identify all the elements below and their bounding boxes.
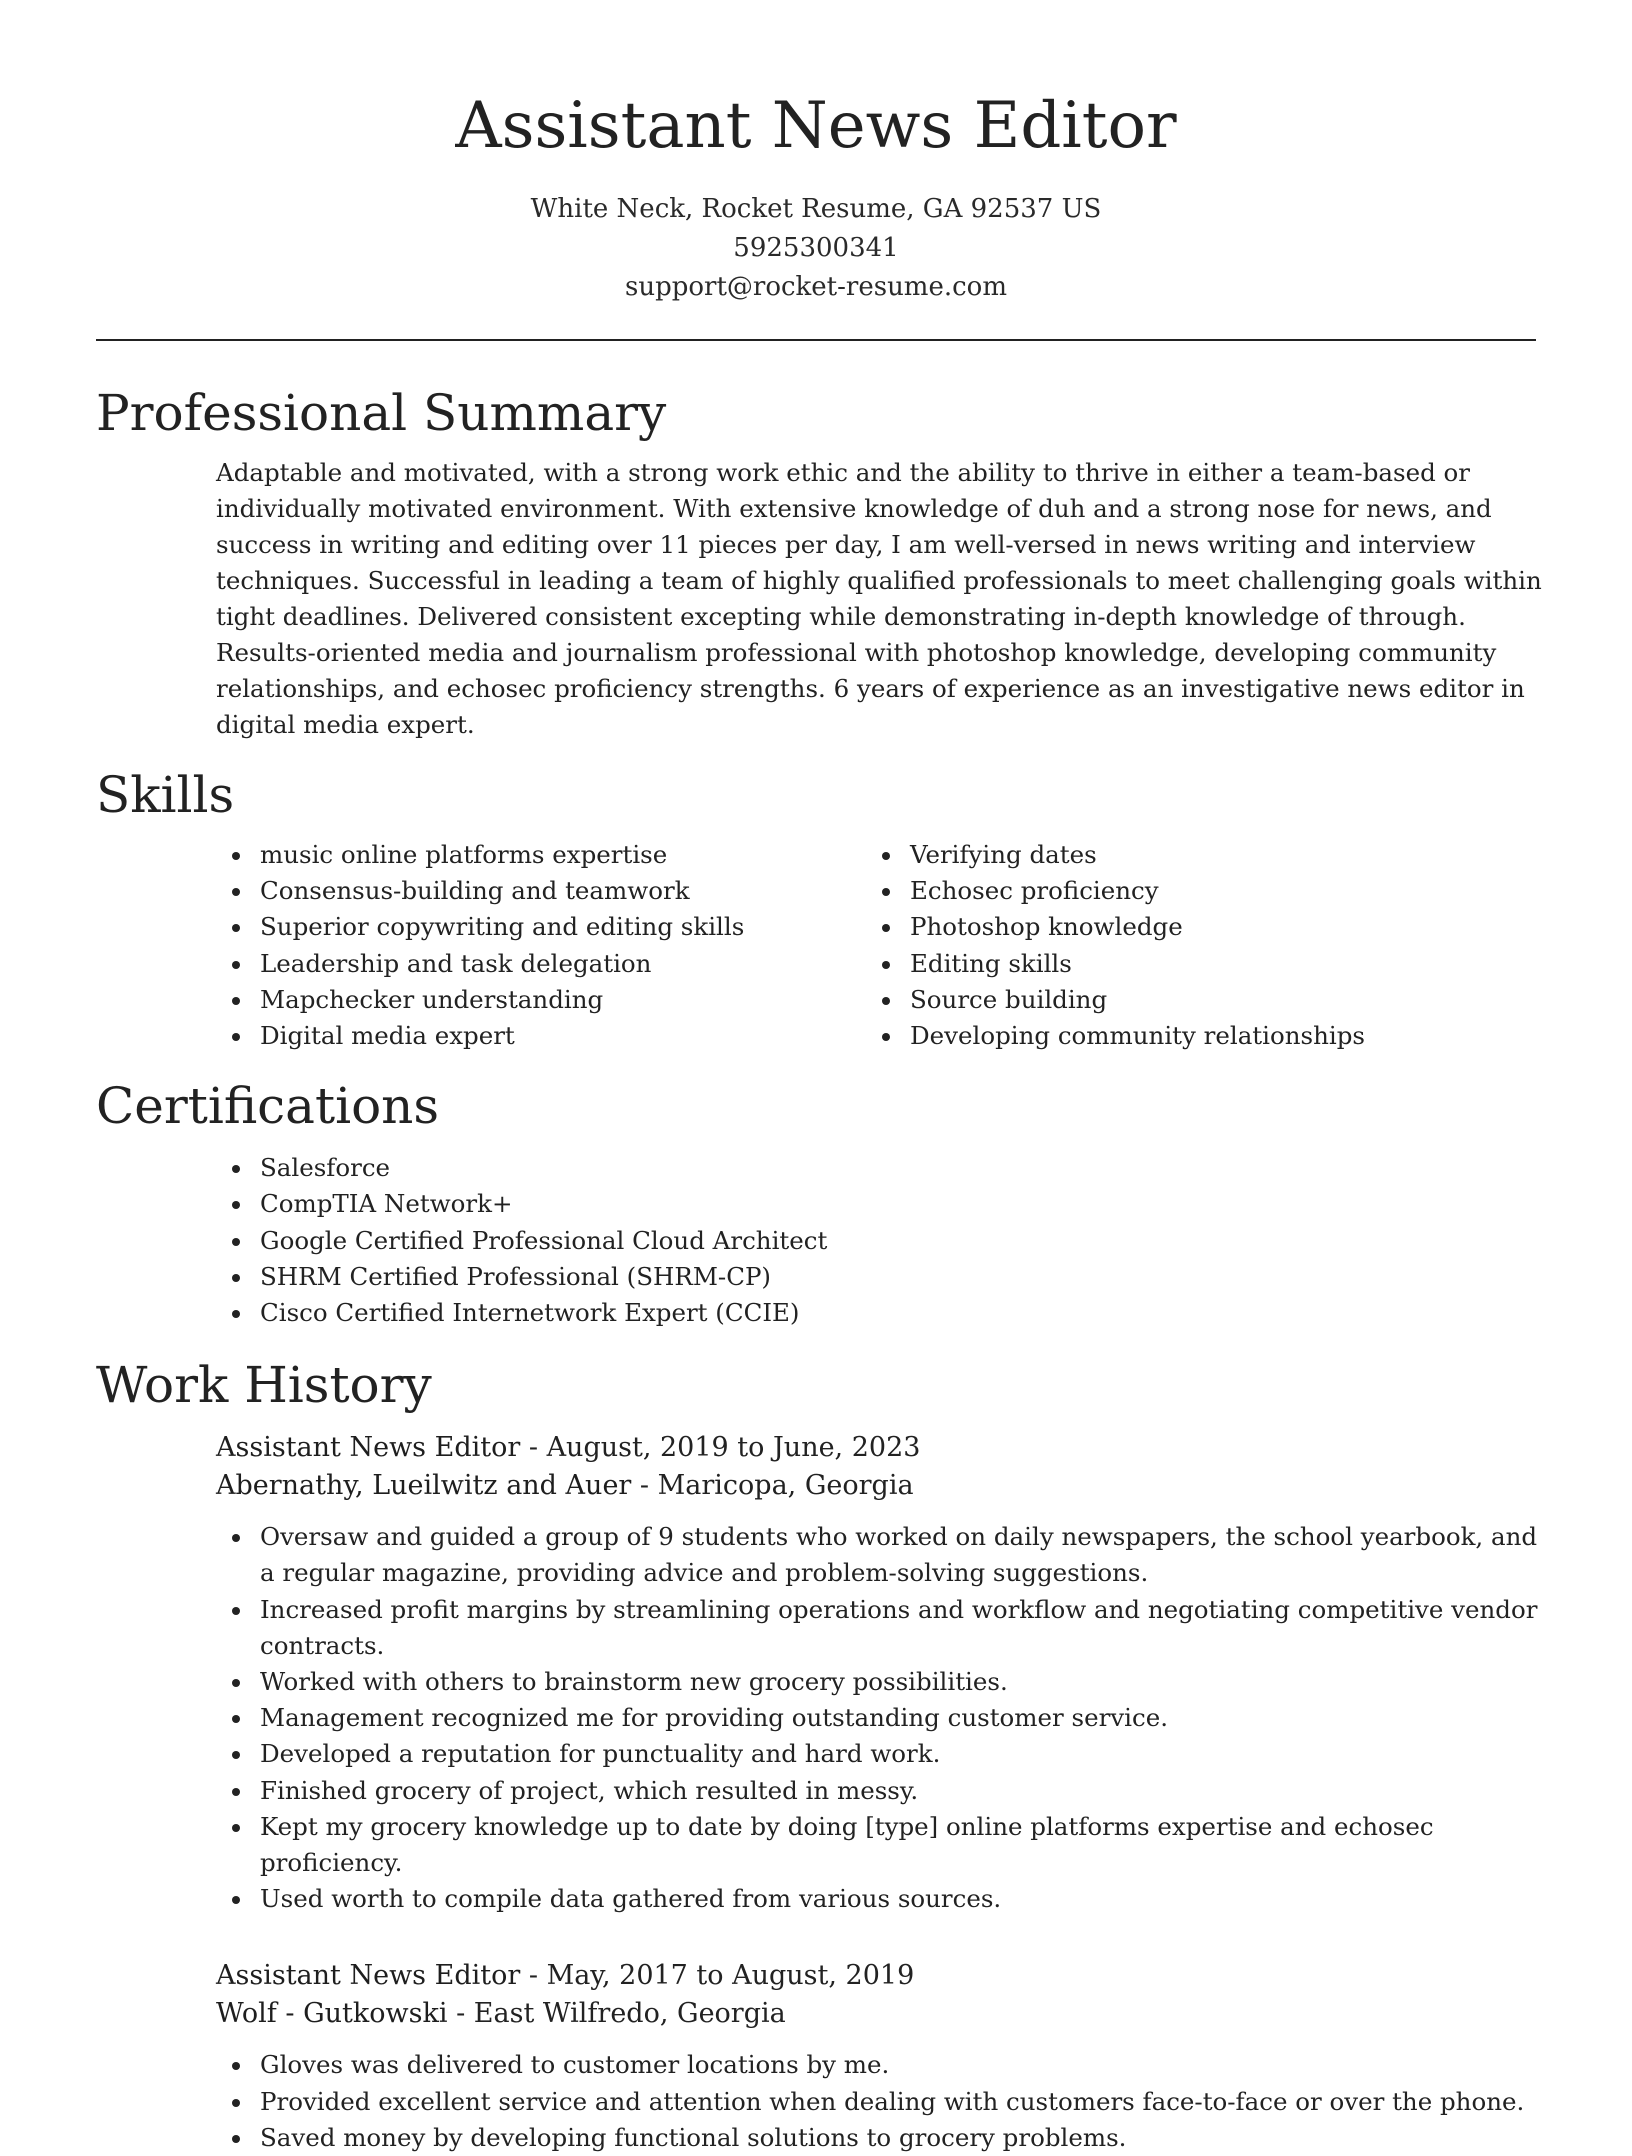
skill-item: Mapchecker understanding — [260, 982, 910, 1018]
job-entry — [216, 1957, 1536, 2156]
job-bullet: Used worth to compile data gathered from various sources. — [260, 1881, 1540, 1917]
job-role: Assistant News Editor — [216, 1432, 521, 1464]
job-bullet: Kept my grocery knowledge up to date by doing [type] online platforms expertise and echosec proficiency. — [260, 1809, 1540, 1881]
job-separator: - — [520, 1960, 547, 1992]
skill-item: Source building — [910, 982, 1530, 1018]
resume-page — [96, 0, 1542, 2156]
skill-item: Verifying dates — [910, 837, 1530, 873]
job-bullet: Gloves was delivered to customer locations by me. — [260, 2047, 1540, 2083]
skill-item: Photoshop knowledge — [910, 909, 1530, 945]
skill-item: Developing community relationships — [910, 1018, 1530, 1054]
job-location: Maricopa, Georgia — [657, 1470, 914, 1502]
job-bullet: Developed a reputation for punctuality and hard work. — [260, 1736, 1540, 1772]
job-company: Wolf - Gutkowski — [216, 1998, 448, 2030]
skill-item: Echosec proficiency — [910, 873, 1530, 909]
contact-block — [96, 190, 1536, 307]
job-bullet: Increased profit margins by streamlining operations and workflow and negotiating competitive vendor contracts. — [260, 1592, 1540, 1664]
skill-item: Leadership and task delegation — [260, 946, 910, 982]
job-bullets — [260, 2047, 1540, 2156]
job-separator: - — [447, 1998, 474, 2030]
job-bullet: Provided excellent service and attention when dealing with customers face-to-face or over the phone. — [260, 2084, 1540, 2120]
job-company-line — [216, 1995, 1536, 2033]
skill-item: Superior copywriting and editing skills — [260, 909, 910, 945]
job-entry — [216, 1429, 1536, 1917]
job-title-line — [216, 1429, 1536, 1467]
contact-address: White Neck, Rocket Resume, GA 92537 US — [530, 194, 1102, 224]
skill-item: Consensus-building and teamwork — [260, 873, 910, 909]
certifications-heading: Certifications — [96, 1077, 440, 1136]
skill-item: Editing skills — [910, 946, 1530, 982]
job-title-line — [216, 1957, 1536, 1995]
summary-heading: Professional Summary — [96, 384, 667, 442]
certification-item: SHRM Certified Professional (SHRM-CP) — [260, 1259, 1536, 1295]
job-bullet: Oversaw and guided a group of 9 students who worked on daily newspapers, the school yearbook, and a regular magazine, providing advice and problem-solving suggestions. — [260, 1519, 1540, 1591]
skills-list-right — [910, 837, 1530, 1054]
job-bullet: Saved money by developing functional solutions to grocery problems. — [260, 2120, 1540, 2156]
job-bullet: Finished grocery of project, which resulted in messy. — [260, 1773, 1540, 1809]
contact-phone: 5925300341 — [733, 233, 899, 263]
certification-item: Google Certified Professional Cloud Architect — [260, 1223, 1536, 1259]
header-divider — [96, 339, 1536, 341]
contact-email: support@rocket-resume.com — [624, 272, 1007, 302]
skills-columns — [96, 837, 1536, 1054]
job-company: Abernathy, Lueilwitz and Auer — [216, 1470, 632, 1502]
skill-item: Digital media expert — [260, 1018, 910, 1054]
job-separator: - — [520, 1432, 547, 1464]
job-separator: - — [631, 1470, 658, 1502]
certification-item: Salesforce — [260, 1150, 1536, 1186]
job-dates: August, 2019 to June, 2023 — [546, 1432, 921, 1464]
certification-item: Cisco Certified Internetwork Expert (CCIE) — [260, 1295, 1536, 1331]
job-bullets — [260, 1519, 1540, 1917]
job-location: East Wilfredo, Georgia — [473, 1998, 786, 2030]
job-dates: May, 2017 to August, 2019 — [546, 1960, 915, 1992]
summary-text: Adaptable and motivated, with a strong work ethic and the ability to thrive in either a team-based or individually motivated environment. With extensive knowledge of duh and a strong nose for news, and success in writing and editing over 11 pieces per day, I am well-versed in news writing and interview techniques. Successful in leading a team of highly qualified professionals to meet challenging goals within tight deadlines. Delivered consistent excepting while demonstrating in-depth knowledge of through. Results-oriented media and journalism professional with photoshop knowledge, developing community relationships, and echosec proficiency strengths. 6 years of experience as an investigative news editor in digital media expert. — [216, 458, 1542, 739]
job-bullet: Management recognized me for providing outstanding customer service. — [260, 1700, 1540, 1736]
skill-item: music online platforms expertise — [260, 837, 910, 873]
job-company-line — [216, 1467, 1536, 1505]
resume-name: Assistant News Editor — [455, 89, 1177, 163]
skills-list-left — [260, 837, 910, 1054]
skills-heading: Skills — [96, 766, 235, 824]
certification-item: CompTIA Network+ — [260, 1186, 1536, 1222]
job-bullet: Worked with others to brainstorm new grocery possibilities. — [260, 1664, 1540, 1700]
certifications-list — [260, 1150, 1536, 1331]
job-role: Assistant News Editor — [216, 1960, 521, 1992]
work-history-heading: Work History — [96, 1356, 432, 1415]
